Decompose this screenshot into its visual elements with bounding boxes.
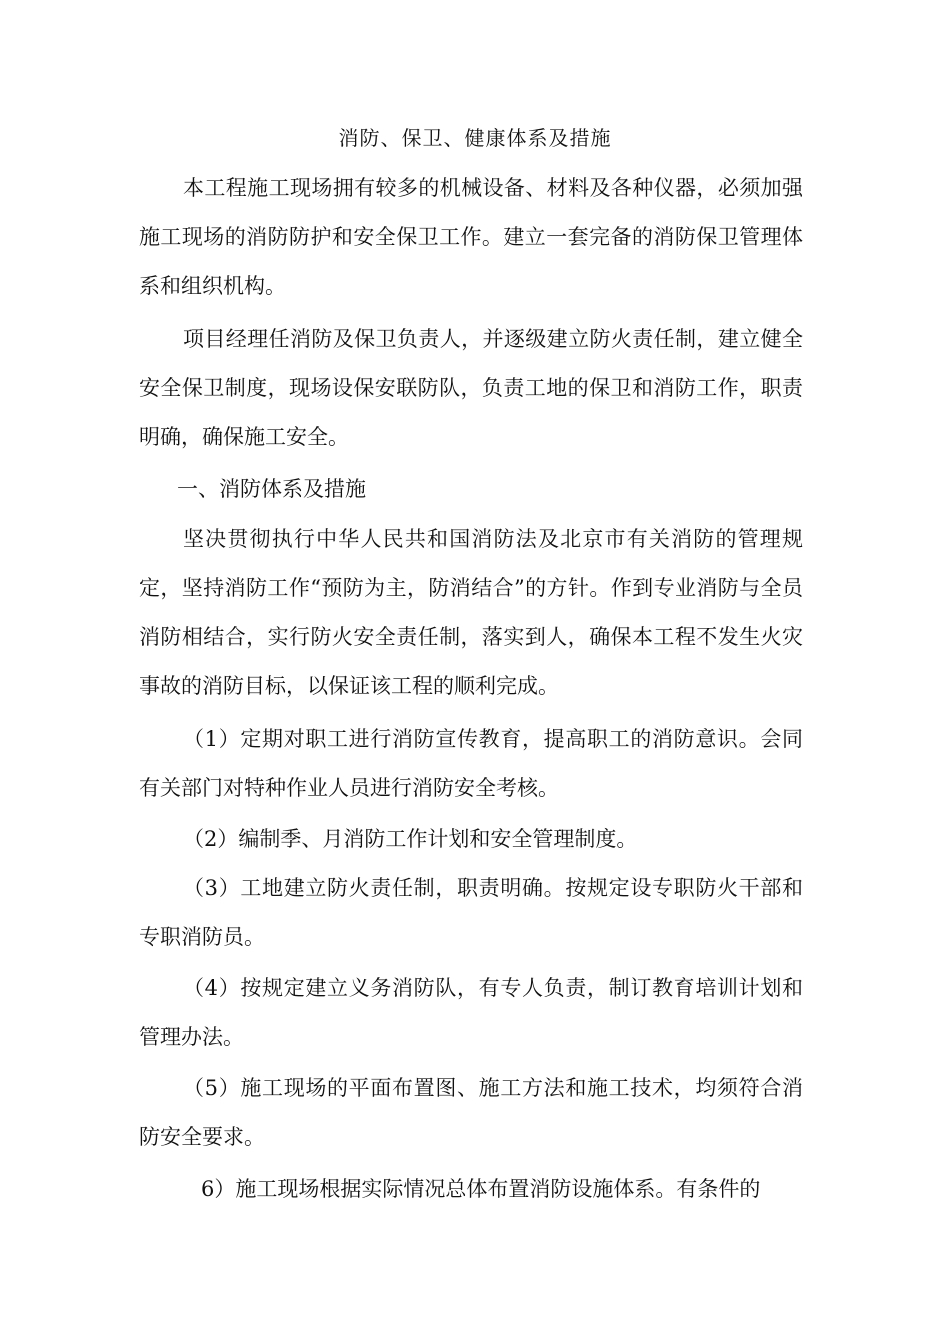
list-item-5: （5）施工现场的平面布置图、施工方法和施工技术，均须符合消防安全要求。 [139, 1076, 803, 1149]
section-heading-fire-system: 一、消防体系及措施 [177, 477, 366, 501]
list-item-3: （3）工地建立防火责任制，职责明确。按规定设专职防火干部和专职消防员。 [139, 876, 803, 949]
list-item-4: （4）按规定建立义务消防队，有专人负责，制订教育培训计划和管理办法。 [139, 976, 803, 1049]
paragraph-responsibility: 项目经理任消防及保卫负责人，并逐级建立防火责任制，建立健全安全保卫制度，现场设保安联防队，负责工地的保卫和消防工作，职责明确，确保施工安全。 [139, 327, 803, 449]
list-item-2: （2）编制季、月消防工作计划和安全管理制度。 [183, 827, 638, 851]
list-item-1: （1）定期对职工进行消防宣传教育，提高职工的消防意识。会同有关部门对特种作业人员进行消防安全考核。 [139, 727, 803, 800]
list-item-6: 6）施工现场根据实际情况总体布置消防设施体系。有条件的 [201, 1177, 761, 1201]
paragraph-fire-policy: 坚决贯彻执行中华人民共和国消防法及北京市有关消防的管理规定，坚持消防工作“预防为主，防消结合”的方针。作到专业消防与全员消防相结合，实行防火安全责任制，落实到人，确保本工程不发生火灾事故的消防目标，以保证该工程的顺利完成。 [139, 527, 803, 698]
paragraph-intro: 本工程施工现场拥有较多的机械设备、材料及各种仪器，必须加强施工现场的消防防护和安全保卫工作。建立一套完备的消防保卫管理体系和组织机构。 [139, 176, 803, 298]
document-title: 消防、保卫、健康体系及措施 [338, 126, 612, 150]
